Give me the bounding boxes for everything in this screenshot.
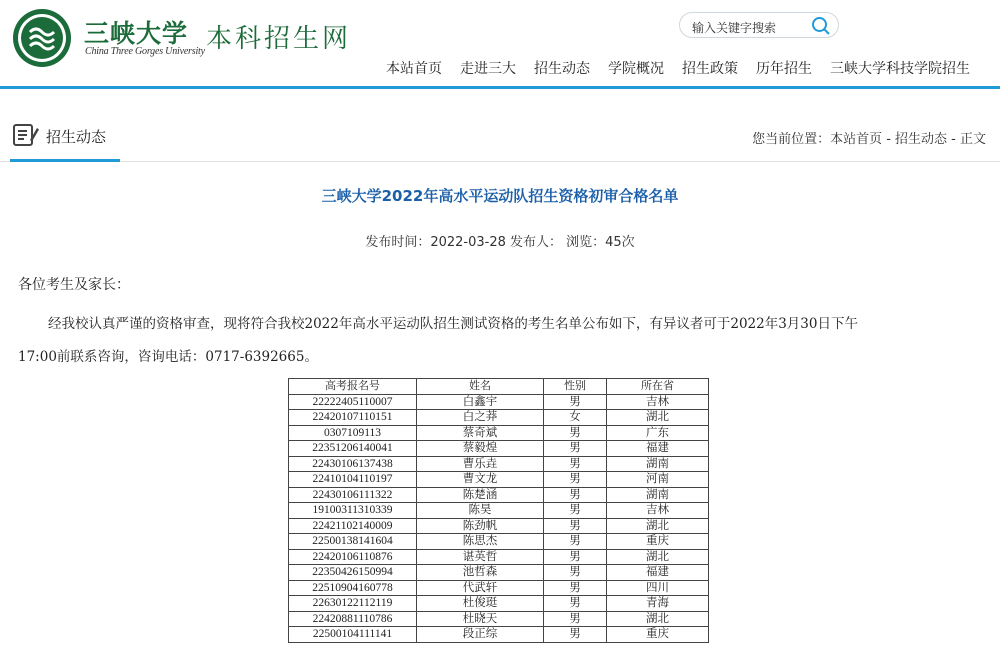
roster-body bbox=[289, 394, 709, 642]
cell-province: 湖北 bbox=[607, 611, 709, 627]
cell-gender: 男 bbox=[544, 487, 607, 503]
table-row bbox=[289, 503, 709, 519]
breadcrumb-label: 您当前位置： bbox=[752, 132, 831, 147]
column-header-exam-id: 高考报名号 bbox=[289, 379, 417, 395]
cell-gender: 男 bbox=[544, 611, 607, 627]
cell-exam-id: 19100311310339 bbox=[289, 503, 417, 519]
nav-item-history[interactable]: 历年招生 bbox=[756, 61, 812, 77]
cell-name: 曹乐垚 bbox=[417, 456, 544, 472]
nav-item-about[interactable]: 走进三大 bbox=[460, 61, 516, 77]
cell-gender: 男 bbox=[544, 472, 607, 488]
cell-name: 代武轩 bbox=[417, 580, 544, 596]
cell-province: 河南 bbox=[607, 472, 709, 488]
article-body-line-2: 17:00前联系咨询，咨询电话：0717-6392665。 bbox=[18, 349, 318, 365]
main-nav bbox=[386, 58, 970, 78]
table-row bbox=[289, 456, 709, 472]
brand-english-name: China Three Gorges University bbox=[85, 46, 205, 57]
cell-province: 湖南 bbox=[607, 487, 709, 503]
cell-name: 杜俊珽 bbox=[417, 596, 544, 612]
cell-name: 蔡奇斌 bbox=[417, 425, 544, 441]
cell-gender: 男 bbox=[544, 518, 607, 534]
cell-gender: 男 bbox=[544, 596, 607, 612]
nav-item-tech-college[interactable]: 三峡大学科技学院招生 bbox=[830, 61, 970, 77]
cell-name: 陈楚涵 bbox=[417, 487, 544, 503]
cell-gender: 男 bbox=[544, 549, 607, 565]
cell-province: 湖北 bbox=[607, 410, 709, 426]
table-header-row bbox=[289, 379, 709, 395]
table-row bbox=[289, 565, 709, 581]
cell-province: 福建 bbox=[607, 441, 709, 457]
university-logo-icon[interactable] bbox=[12, 8, 72, 68]
nav-item-home[interactable]: 本站首页 bbox=[386, 61, 442, 77]
table-row bbox=[289, 534, 709, 550]
table-row bbox=[289, 487, 709, 503]
cell-exam-id: 22351206140041 bbox=[289, 441, 417, 457]
article-title: 三峡大学2022年高水平运动队招生资格初审合格名单 bbox=[321, 187, 679, 205]
search-icon[interactable] bbox=[810, 15, 832, 37]
cell-gender: 男 bbox=[544, 456, 607, 472]
cell-exam-id: 0307109113 bbox=[289, 425, 417, 441]
document-edit-icon bbox=[12, 122, 40, 148]
table-row bbox=[289, 611, 709, 627]
table-row bbox=[289, 425, 709, 441]
cell-name: 段正综 bbox=[417, 627, 544, 643]
cell-exam-id: 22430106137438 bbox=[289, 456, 417, 472]
nav-item-colleges[interactable]: 学院概况 bbox=[608, 61, 664, 77]
table-row bbox=[289, 410, 709, 426]
table-row bbox=[289, 627, 709, 643]
cell-gender: 男 bbox=[544, 441, 607, 457]
cell-gender: 男 bbox=[544, 503, 607, 519]
table-row bbox=[289, 580, 709, 596]
table-row bbox=[289, 472, 709, 488]
cell-exam-id: 22500104111141 bbox=[289, 627, 417, 643]
cell-exam-id: 22510904160778 bbox=[289, 580, 417, 596]
table-row bbox=[289, 441, 709, 457]
cell-name: 池哲森 bbox=[417, 565, 544, 581]
cell-gender: 男 bbox=[544, 534, 607, 550]
cell-exam-id: 22630122112119 bbox=[289, 596, 417, 612]
section-divider bbox=[0, 161, 1000, 162]
cell-name: 陈思杰 bbox=[417, 534, 544, 550]
table-row bbox=[289, 549, 709, 565]
cell-exam-id: 22420106110876 bbox=[289, 549, 417, 565]
cell-name: 杜晓天 bbox=[417, 611, 544, 627]
breadcrumb bbox=[752, 128, 986, 147]
table-row bbox=[289, 394, 709, 410]
nav-item-news[interactable]: 招生动态 bbox=[534, 61, 590, 77]
cell-exam-id: 22410104110197 bbox=[289, 472, 417, 488]
cell-name: 白鑫宇 bbox=[417, 394, 544, 410]
cell-province: 湖北 bbox=[607, 549, 709, 565]
cell-exam-id: 22222405110007 bbox=[289, 394, 417, 410]
cell-exam-id: 22420107110151 bbox=[289, 410, 417, 426]
cell-province: 吉林 bbox=[607, 503, 709, 519]
cell-province: 青海 bbox=[607, 596, 709, 612]
breadcrumb-path[interactable]: 本站首页 - 招生动态 - 正文 bbox=[830, 132, 986, 147]
cell-gender: 男 bbox=[544, 627, 607, 643]
header-divider bbox=[0, 86, 1000, 89]
cell-exam-id: 22500138141604 bbox=[289, 534, 417, 550]
section-active-underline bbox=[10, 159, 120, 162]
cell-province: 湖北 bbox=[607, 518, 709, 534]
cell-province: 吉林 bbox=[607, 394, 709, 410]
section-title: 招生动态 bbox=[46, 128, 107, 146]
cell-name: 陈劲帆 bbox=[417, 518, 544, 534]
cell-province: 重庆 bbox=[607, 627, 709, 643]
table-row bbox=[289, 518, 709, 534]
cell-exam-id: 22350426150994 bbox=[289, 565, 417, 581]
roster-table bbox=[288, 378, 709, 643]
section-bar bbox=[0, 112, 1000, 162]
cell-exam-id: 22430106111322 bbox=[289, 487, 417, 503]
article-body-line-1: 经我校认真严谨的资格审查，现将符合我校2022年高水平运动队招生测试资格的考生名单公布如下，有异议者可于2022年3月30日下午 bbox=[48, 316, 858, 332]
search-input[interactable]: 输入关键字搜索 bbox=[692, 21, 777, 35]
site-header bbox=[0, 0, 1000, 86]
cell-gender: 男 bbox=[544, 565, 607, 581]
cell-name: 白之莽 bbox=[417, 410, 544, 426]
cell-gender: 男 bbox=[544, 394, 607, 410]
table-row bbox=[289, 596, 709, 612]
column-header-province: 所在省 bbox=[607, 379, 709, 395]
nav-item-policy[interactable]: 招生政策 bbox=[682, 61, 738, 77]
cell-gender: 男 bbox=[544, 580, 607, 596]
cell-province: 广东 bbox=[607, 425, 709, 441]
cell-province: 四川 bbox=[607, 580, 709, 596]
cell-province: 重庆 bbox=[607, 534, 709, 550]
cell-gender: 女 bbox=[544, 410, 607, 426]
cell-province: 湖南 bbox=[607, 456, 709, 472]
search-box[interactable] bbox=[679, 12, 839, 38]
cell-gender: 男 bbox=[544, 425, 607, 441]
article-greeting: 各位考生及家长： bbox=[18, 277, 130, 293]
column-header-name: 姓名 bbox=[417, 379, 544, 395]
cell-name: 曹文龙 bbox=[417, 472, 544, 488]
article-meta: 发布时间：2022-03-28 发布人： 浏览：45次 bbox=[365, 235, 635, 250]
cell-name: 谌英哲 bbox=[417, 549, 544, 565]
brand-chinese-name[interactable]: 三峡大学 bbox=[84, 19, 189, 48]
cell-name: 蔡毅煌 bbox=[417, 441, 544, 457]
cell-province: 福建 bbox=[607, 565, 709, 581]
site-name[interactable]: 本科招生网 bbox=[206, 24, 352, 54]
column-header-gender: 性别 bbox=[544, 379, 607, 395]
cell-exam-id: 22421102140009 bbox=[289, 518, 417, 534]
cell-exam-id: 22420881110786 bbox=[289, 611, 417, 627]
cell-name: 陈昊 bbox=[417, 503, 544, 519]
